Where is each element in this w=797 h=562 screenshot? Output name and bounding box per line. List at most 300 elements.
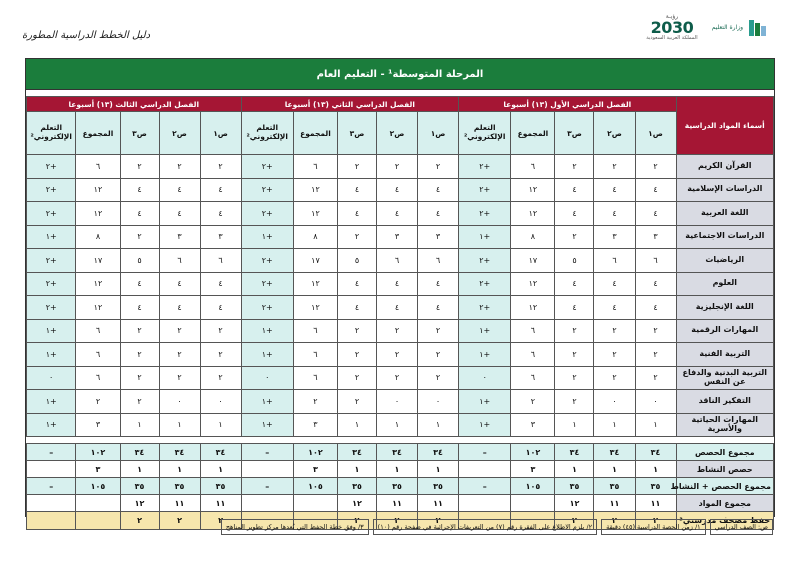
table-cell: ٢ — [555, 319, 594, 343]
table-cell: ٤ — [159, 296, 200, 320]
table-cell: – — [241, 444, 293, 461]
column-header: ص٢ — [159, 112, 200, 155]
table-cell: +٢ — [241, 202, 293, 226]
table-cell: ٠ — [418, 390, 459, 414]
table-row — [27, 413, 774, 437]
table-cell: ٤ — [338, 272, 377, 296]
table-cell: ٤ — [555, 178, 594, 202]
table-cell: ٦ — [76, 155, 120, 179]
table-cell: +٢ — [459, 202, 511, 226]
table-cell: ٣٥ — [120, 478, 159, 495]
table-cell: ٢ — [376, 319, 417, 343]
table-cell: ١٢ — [76, 202, 120, 226]
table-cell: +٢ — [27, 202, 76, 226]
table-cell — [76, 495, 120, 512]
table-cell: – — [27, 478, 76, 495]
table-cell: ٣ — [635, 225, 676, 249]
table-cell: ١٢ — [511, 178, 555, 202]
table-cell: ٣٤ — [159, 444, 200, 461]
table-cell: +٢ — [241, 178, 293, 202]
table-cell: ٢ — [159, 512, 200, 530]
table-cell: ١٧ — [293, 249, 337, 273]
table-cell: ٤ — [200, 178, 241, 202]
table-cell: ١ — [200, 461, 241, 478]
study-plan-frame — [25, 58, 775, 525]
table-cell: ١٢ — [293, 296, 337, 320]
table-cell: ٢ — [555, 155, 594, 179]
table-cell: ٢ — [338, 512, 377, 530]
column-header: ص٢ — [376, 112, 417, 155]
table-cell: ٨ — [76, 225, 120, 249]
table-cell: ١١ — [594, 495, 635, 512]
table-cell: ٢ — [338, 366, 377, 390]
subject-name: مجموع الحصص + النشاط — [676, 478, 773, 495]
subject-name: حصص النشاط — [676, 461, 773, 478]
column-header: التعلم الإلكتروني² — [459, 112, 511, 155]
table-cell: ١ — [635, 461, 676, 478]
table-cell: ٠ — [200, 390, 241, 414]
table-cell: ١ — [120, 413, 159, 437]
table-cell: ١١ — [200, 495, 241, 512]
table-cell: +١ — [241, 319, 293, 343]
table-cell: ٢ — [338, 390, 377, 414]
table-cell: ٢ — [120, 366, 159, 390]
table-cell: ٦ — [635, 249, 676, 273]
table-cell: ٤ — [594, 178, 635, 202]
table-cell: ٣٤ — [200, 444, 241, 461]
table-cell: ١٢ — [511, 272, 555, 296]
table-cell: ١٢ — [76, 272, 120, 296]
table-cell: ٢ — [594, 343, 635, 367]
table-row — [27, 178, 774, 202]
table-cell: ٥ — [120, 249, 159, 273]
table-cell: ٣٤ — [376, 444, 417, 461]
table-cell: ٢ — [159, 155, 200, 179]
table-cell: ٣ — [293, 413, 337, 437]
subject-name: المهارات الحياتية والأسرية — [676, 413, 773, 437]
table-cell: ٣٥ — [418, 478, 459, 495]
table-cell: ١٢ — [76, 178, 120, 202]
table-cell: +١ — [241, 343, 293, 367]
table-cell: ٢ — [635, 512, 676, 530]
table-cell: ٣٤ — [120, 444, 159, 461]
table-cell: ٦ — [594, 249, 635, 273]
table-cell: ٣ — [76, 413, 120, 437]
table-cell: ٣٥ — [159, 478, 200, 495]
table-cell: ١٢ — [555, 495, 594, 512]
table-cell: ٠ — [27, 366, 76, 390]
table-cell: ٢ — [200, 319, 241, 343]
table-cell: ١ — [594, 461, 635, 478]
table-cell: ٢ — [338, 343, 377, 367]
subject-name: الدراسات الاجتماعية — [676, 225, 773, 249]
column-header: المجموع — [293, 112, 337, 155]
table-cell: – — [241, 478, 293, 495]
table-cell: ٢ — [376, 366, 417, 390]
subject-name: التربية البدنية والدفاع عن النفس — [676, 366, 773, 390]
table-cell: ٢ — [418, 366, 459, 390]
table-cell: ٠ — [594, 390, 635, 414]
table-cell: ١١ — [418, 495, 459, 512]
subject-name: العلوم — [676, 272, 773, 296]
table-cell: ٤ — [120, 272, 159, 296]
table-cell: ٥ — [338, 249, 377, 273]
ministry-logo — [712, 17, 769, 39]
table-cell: ٦ — [511, 343, 555, 367]
table-cell: ٢ — [120, 390, 159, 414]
table-cell: +١ — [241, 390, 293, 414]
table-cell: ١٢ — [338, 495, 377, 512]
table-cell: ٢ — [159, 319, 200, 343]
table-cell: +٢ — [241, 249, 293, 273]
table-cell: ٦ — [200, 249, 241, 273]
table-cell — [459, 461, 511, 478]
table-cell: +١ — [459, 343, 511, 367]
table-cell: ٣ — [159, 225, 200, 249]
table-cell: ١ — [376, 413, 417, 437]
table-cell: ٦ — [511, 366, 555, 390]
table-cell: ٤ — [635, 202, 676, 226]
table-cell: ٢ — [200, 343, 241, 367]
column-header: ص٣ — [120, 112, 159, 155]
table-cell: +١ — [27, 390, 76, 414]
table-cell: ١٠٥ — [76, 478, 120, 495]
table-cell: ٢ — [120, 343, 159, 367]
table-cell: ٦ — [376, 249, 417, 273]
table-row — [27, 225, 774, 249]
table-cell: ٤ — [120, 296, 159, 320]
table-cell: +٢ — [459, 249, 511, 273]
table-cell: ٣٤ — [338, 444, 377, 461]
table-cell: ٢ — [159, 366, 200, 390]
table-cell: ٣ — [594, 225, 635, 249]
table-row — [27, 343, 774, 367]
semester-3-header: الفصل الدراسي الثالث (١٣) أسبوعا — [27, 97, 242, 112]
table-cell: ٢ — [555, 390, 594, 414]
table-cell: ٦ — [293, 366, 337, 390]
subject-name: الرياضيات — [676, 249, 773, 273]
subject-name: المهارات الرقمية — [676, 319, 773, 343]
table-cell: ٣ — [76, 461, 120, 478]
table-cell: ٤ — [635, 272, 676, 296]
table-cell: ١ — [635, 413, 676, 437]
table-cell: ٢ — [418, 512, 459, 530]
table-cell: ٢ — [200, 512, 241, 530]
table-cell: ٣ — [293, 461, 337, 478]
table-cell — [241, 495, 293, 512]
table-cell: ٣٤ — [418, 444, 459, 461]
vision-logo-top: رؤيـة — [665, 13, 679, 20]
table-cell: ٦ — [76, 319, 120, 343]
table-cell: ٢ — [635, 343, 676, 367]
table-cell: ٢ — [594, 155, 635, 179]
table-cell: +١ — [241, 413, 293, 437]
table-cell: ٢ — [418, 155, 459, 179]
table-cell: +٢ — [27, 272, 76, 296]
column-header: التعلم الإلكتروني² — [27, 112, 76, 155]
table-cell: – — [459, 444, 511, 461]
table-row — [27, 478, 774, 495]
table-cell: ١ — [200, 413, 241, 437]
column-header: ص١ — [418, 112, 459, 155]
table-cell: ٤ — [376, 202, 417, 226]
table-cell: ٤ — [120, 202, 159, 226]
table-cell: ٠ — [159, 390, 200, 414]
table-cell: ١٠٢ — [293, 444, 337, 461]
table-cell: ١٢ — [511, 202, 555, 226]
table-cell: ٢ — [338, 225, 377, 249]
table-cell: ٢ — [376, 343, 417, 367]
subject-name: حفظ مصحف مدرستي³ — [676, 512, 773, 530]
table-cell: ٤ — [555, 296, 594, 320]
table-cell: ٢ — [555, 343, 594, 367]
table-cell: ١ — [159, 413, 200, 437]
table-cell: ١ — [376, 461, 417, 478]
table-cell — [27, 461, 76, 478]
table-cell — [459, 495, 511, 512]
table-cell: ١ — [338, 413, 377, 437]
table-cell: ٣ — [418, 225, 459, 249]
subject-name: التفكير الناقد — [676, 390, 773, 414]
table-cell: ٢ — [555, 225, 594, 249]
table-cell: ٤ — [200, 202, 241, 226]
table-cell: ٢ — [159, 343, 200, 367]
table-cell: ٤ — [159, 272, 200, 296]
column-header: المجموع — [76, 112, 120, 155]
table-cell: ٠ — [376, 390, 417, 414]
subject-name: مجموع المواد — [676, 495, 773, 512]
table-cell: ٢ — [76, 390, 120, 414]
doc-title: دليل الخطط الدراسية المطورة — [22, 30, 151, 41]
table-cell: ٣٤ — [555, 444, 594, 461]
table-cell: +١ — [241, 225, 293, 249]
table-cell: +١ — [459, 390, 511, 414]
table-cell: ٢ — [555, 512, 594, 530]
semester-1-header: الفصل الدراسي الأول (١٣) أسبوعا — [459, 97, 676, 112]
table-cell: ١٧ — [76, 249, 120, 273]
table-cell: ٤ — [159, 178, 200, 202]
table-cell: ٦ — [76, 343, 120, 367]
footnotes-bar — [25, 519, 773, 535]
table-cell — [241, 461, 293, 478]
table-cell: ٣ — [376, 225, 417, 249]
table-cell: +١ — [27, 225, 76, 249]
ministry-emblem-icon — [747, 17, 769, 39]
column-header: ص٢ — [594, 112, 635, 155]
table-cell: ٤ — [418, 296, 459, 320]
table-cell: ٣٤ — [594, 444, 635, 461]
table-cell: +٢ — [27, 296, 76, 320]
table-cell: ٢ — [511, 390, 555, 414]
table-cell: ٦ — [511, 319, 555, 343]
table-row — [27, 296, 774, 320]
table-cell: ٠ — [635, 390, 676, 414]
table-cell: ١٢ — [293, 272, 337, 296]
table-cell: +٢ — [27, 249, 76, 273]
subject-name: التربية الفنية — [676, 343, 773, 367]
table-cell: ٤ — [200, 296, 241, 320]
table-cell: ٠ — [241, 366, 293, 390]
table-cell: +٢ — [241, 155, 293, 179]
table-cell: +٢ — [27, 178, 76, 202]
table-cell: ٢ — [635, 155, 676, 179]
table-cell: ١ — [555, 413, 594, 437]
table-cell: ١١ — [159, 495, 200, 512]
table-cell: ٢ — [635, 366, 676, 390]
table-cell: ١١ — [635, 495, 676, 512]
table-row — [27, 461, 774, 478]
table-row — [27, 444, 774, 461]
table-cell: ٢ — [594, 366, 635, 390]
table-cell: ٢ — [338, 319, 377, 343]
table-cell: ٢ — [120, 225, 159, 249]
table-cell: ٦ — [293, 319, 337, 343]
subject-name: اللغة العربية — [676, 202, 773, 226]
table-cell: ٤ — [555, 202, 594, 226]
table-cell: ٢ — [635, 319, 676, 343]
table-cell: ٣ — [200, 225, 241, 249]
table-row — [27, 495, 774, 512]
table-cell: ٤ — [418, 272, 459, 296]
vision-logo-year: 2030 — [650, 18, 694, 37]
table-cell: ٢ — [555, 366, 594, 390]
footnote: ٢/ يلزم الاطلاع على الفقرة رقم (٧) من التعريفات الإجرائية في صفحة رقم (١٠) — [373, 519, 597, 535]
table-cell: ١٢ — [293, 178, 337, 202]
table-cell: ٤ — [338, 296, 377, 320]
table-cell: +١ — [27, 319, 76, 343]
table-cell: ٦ — [511, 155, 555, 179]
table-row — [27, 366, 774, 390]
table-cell: ٢ — [200, 155, 241, 179]
table-cell: – — [27, 444, 76, 461]
table-cell: ٣٥ — [635, 478, 676, 495]
table-row — [27, 272, 774, 296]
table-cell: ١٠٥ — [293, 478, 337, 495]
table-row — [27, 202, 774, 226]
table-cell: ٣٥ — [555, 478, 594, 495]
table-cell: ٢ — [594, 319, 635, 343]
table-cell: ٤ — [635, 296, 676, 320]
table-cell: ٥ — [555, 249, 594, 273]
table-cell — [293, 495, 337, 512]
table-cell: ٢ — [120, 319, 159, 343]
table-cell: ١١ — [376, 495, 417, 512]
table-cell: ٦ — [293, 155, 337, 179]
table-cell: ١٠٢ — [76, 444, 120, 461]
table-cell: ٣٥ — [200, 478, 241, 495]
table-cell: ١ — [594, 413, 635, 437]
vision-logo-bottom: المملكة العربية السعودية — [646, 35, 698, 41]
table-cell: +٢ — [241, 296, 293, 320]
table-cell: ٤ — [594, 272, 635, 296]
table-cell: ١٢ — [76, 296, 120, 320]
table-cell: ٢ — [120, 155, 159, 179]
header-logos — [646, 14, 769, 41]
column-header: ص١ — [200, 112, 241, 155]
table-cell: ٠ — [459, 366, 511, 390]
column-header: المجموع — [511, 112, 555, 155]
table-cell: ٦ — [293, 343, 337, 367]
table-cell: +٢ — [459, 155, 511, 179]
table-row — [27, 390, 774, 414]
table-cell: +١ — [459, 225, 511, 249]
column-header: ص١ — [635, 112, 676, 155]
table-cell: ١٢ — [511, 296, 555, 320]
table-cell: ١٢ — [120, 495, 159, 512]
table-cell: ١ — [120, 461, 159, 478]
table-cell: ٤ — [376, 178, 417, 202]
table-cell: +٢ — [27, 155, 76, 179]
table-cell: ٣٥ — [376, 478, 417, 495]
table-cell: ٤ — [376, 272, 417, 296]
table-cell: ١٢ — [293, 202, 337, 226]
table-cell: +٢ — [459, 178, 511, 202]
table-cell: ٤ — [338, 202, 377, 226]
table-cell: ٦ — [159, 249, 200, 273]
table-cell: ٤ — [159, 202, 200, 226]
table-cell: – — [459, 478, 511, 495]
table-row — [27, 319, 774, 343]
table-cell: ١٧ — [511, 249, 555, 273]
table-cell: ٣٤ — [635, 444, 676, 461]
table-cell: ١ — [555, 461, 594, 478]
stage-banner: المرحلة المتوسطة¹ - التعليم العام — [26, 59, 774, 90]
table-cell: ٢ — [594, 512, 635, 530]
table-cell: +١ — [459, 319, 511, 343]
table-cell: ٦ — [418, 249, 459, 273]
table-cell: ٤ — [200, 272, 241, 296]
table-cell: +٢ — [459, 296, 511, 320]
subject-name: مجموع الحصص — [676, 444, 773, 461]
table-cell: +٢ — [459, 272, 511, 296]
table-cell — [511, 495, 555, 512]
table-cell: ٤ — [120, 178, 159, 202]
table-cell: ٢ — [338, 155, 377, 179]
table-cell: ٤ — [418, 202, 459, 226]
column-header: ص٣ — [555, 112, 594, 155]
subject-name: القرآن الكريم — [676, 155, 773, 179]
table-cell: ٢ — [120, 512, 159, 530]
table-cell: ٢ — [418, 343, 459, 367]
table-cell: ٤ — [555, 272, 594, 296]
table-cell: ٤ — [635, 178, 676, 202]
footnote: ٣/ وفق خطة الحفظ التي يُعدها مركز تطوير المناهج — [221, 519, 369, 535]
table-cell — [27, 495, 76, 512]
table-cell: +١ — [27, 413, 76, 437]
table-cell: ٤ — [594, 296, 635, 320]
table-cell: ٢ — [200, 366, 241, 390]
table-cell: ٢ — [376, 155, 417, 179]
subject-name: الدراسات الإسلامية — [676, 178, 773, 202]
table-cell: ٣ — [511, 413, 555, 437]
study-plan-table — [26, 90, 774, 530]
footnote: ص: الصف الدراسي — [710, 519, 773, 535]
footnote: ١/ زمن الحصة الدراسية (٤٥) دقيقة — [601, 519, 706, 535]
table-cell: ٣٥ — [338, 478, 377, 495]
table-cell: ١ — [418, 413, 459, 437]
table-cell: ٢ — [418, 319, 459, 343]
table-cell: ٤ — [418, 178, 459, 202]
table-cell: ٤ — [338, 178, 377, 202]
column-header: التعلم الإلكتروني² — [241, 112, 293, 155]
table-cell: ٨ — [293, 225, 337, 249]
table-cell: +١ — [27, 343, 76, 367]
table-cell: ١ — [159, 461, 200, 478]
table-cell: ١٠٢ — [511, 444, 555, 461]
semester-2-header: الفصل الدراسي الثاني (١٣) أسبوعا — [241, 97, 458, 112]
table-cell: ٣ — [511, 461, 555, 478]
table-cell: ٤ — [594, 202, 635, 226]
